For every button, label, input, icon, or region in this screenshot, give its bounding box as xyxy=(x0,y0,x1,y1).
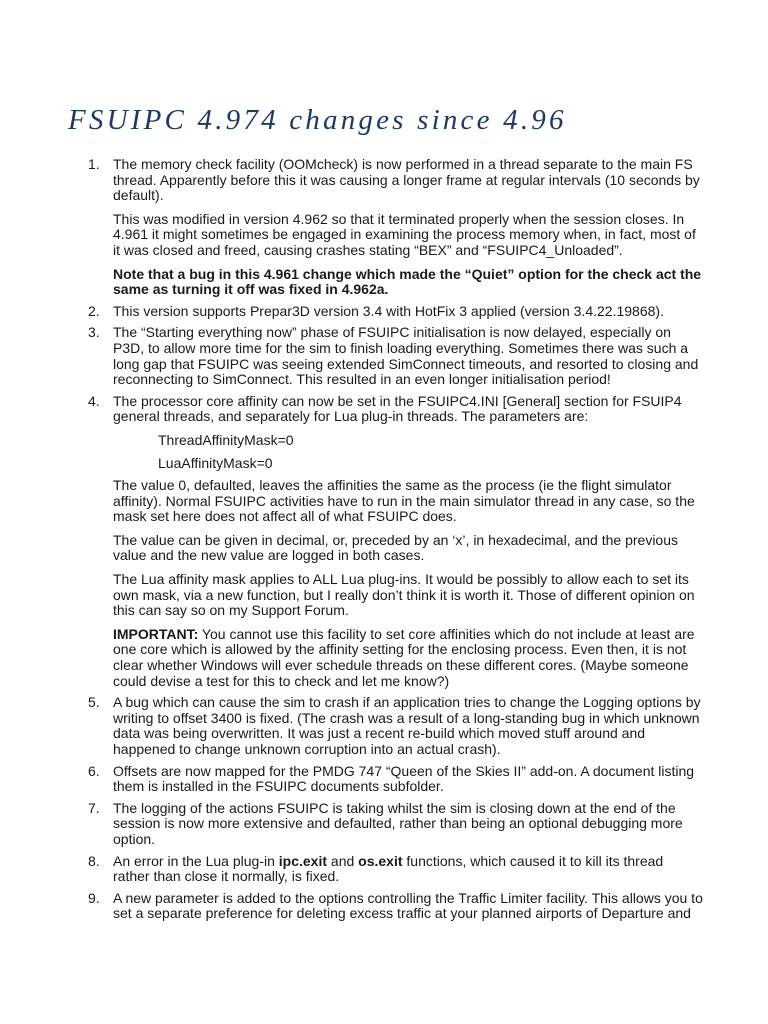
list-item xyxy=(88,854,703,885)
list-item xyxy=(88,325,703,387)
paragraph: The Lua affinity mask applies to ALL Lua plug-ins. It would be possibly to allow each to set its own mask, via a new function, but I really don’t think it is worth it. Those of different opinion on this can say so on my Support Forum. xyxy=(113,571,695,619)
list-item xyxy=(88,764,703,795)
paragraph: Offsets are now mapped for the PMDG 747 “Queen of the Skies II” add-on. A document listing them is installed in the FSUIPC documents subfolder. xyxy=(113,762,695,795)
item-number: 8. xyxy=(88,852,100,869)
text-run: functions, which caused it to kill its thread rather than close it normally, is fixed. xyxy=(113,852,664,885)
code-os-exit: os.exit xyxy=(358,852,403,869)
item-number: 1. xyxy=(88,156,100,172)
list-item xyxy=(88,801,703,848)
paragraph: The value can be given in decimal, or, preceded by an ‘x’, in hexadecimal, and the previous value and the new value are logged in both cases. xyxy=(113,531,679,564)
important-paragraph xyxy=(113,627,703,689)
important-label: IMPORTANT: xyxy=(113,625,199,642)
text-run: An error in the Lua plug-in xyxy=(113,852,279,869)
item-number: 4. xyxy=(88,392,100,409)
item-number: 5. xyxy=(88,694,100,711)
paragraph xyxy=(113,854,703,885)
paragraph: A bug which can cause the sim to crash if an application tries to change the Logging options by writing to offset 3400 is fixed. (The crash was a result of a long-standing bug in which unknown data was being overwritten. It was just a recent re-build which moved stuff around and happened to change unknown corruption into an actual crash). xyxy=(113,694,701,757)
important-text: You cannot use this facility to set core affinities which do not include at least are one core which is allowed by the affinity setting for the enclosing process. Even then, it is not clear whether Windows will ever schedule threads on these different cores. (Maybe someone could devise a test for this to check and let me know?) xyxy=(113,625,695,689)
paragraph: This version supports Prepar3D version 3.4 with HotFix 3 applied (version 3.4.22.19868). xyxy=(113,302,664,319)
list-item xyxy=(88,891,703,922)
page-title: FSUIPC 4.974 changes since 4.96 xyxy=(68,104,567,136)
list-item xyxy=(88,695,703,757)
paragraph: The processor core affinity can now be set in the FSUIPC4.INI [General] section for FSUIP4 general threads, and separately for Lua plug-in threads. The parameters are: xyxy=(113,392,682,425)
parameter-line: ThreadAffinityMask=0 xyxy=(158,431,294,448)
list-item xyxy=(88,394,703,690)
item-number: 9. xyxy=(88,889,100,906)
text-run: and xyxy=(327,852,359,869)
paragraph: The memory check facility (OOMcheck) is now performed in a thread separate to the main FS thread. Apparently before this it was causing a longer frame at regular intervals (10 seconds by default). xyxy=(113,156,700,204)
item-number: 2. xyxy=(88,302,100,319)
item-number: 6. xyxy=(88,762,100,779)
parameter-line: LuaAffinityMask=0 xyxy=(158,454,273,471)
paragraph: The value 0, defaulted, leaves the affinities the same as the process (ie the flight simulator affinity). Normal FSUIPC activities have to run in the main simulator thread in any case, so the mask set here does not affect all of what FSUIPC does. xyxy=(113,477,695,525)
paragraph: The logging of the actions FSUIPC is taking whilst the sim is closing down at the end of the session is now more extensive and defaulted, rather than being an optional debugging more option. xyxy=(113,799,683,847)
changes-list xyxy=(88,157,703,928)
bold-note: Note that a bug in this 4.961 change which made the “Quiet” option for the check act the same as turning it off was fixed in 4.962a. xyxy=(113,265,702,298)
list-item xyxy=(88,157,703,298)
paragraph: This was modified in version 4.962 so that it terminated properly when the session closes. In 4.961 it might sometimes be engaged in examining the process memory when, in fact, most of it was closed and freed, causing crashes stating “BEX” and “FSUIPC4_Unloaded”. xyxy=(113,210,696,258)
code-ipc-exit: ipc.exit xyxy=(278,852,328,869)
item-number: 7. xyxy=(88,799,100,816)
list-item xyxy=(88,304,703,320)
item-number: 3. xyxy=(88,324,100,341)
paragraph: The “Starting everything now” phase of FSUIPC initialisation is now delayed, especially on P3D, to allow more time for the sim to finish loading everything. Sometimes there was such a long gap that FSUIPC was seeing extended SimConnect timeouts, and resorted to closing and reconnecting to SimConnect. This resulted in an even longer initialisation period! xyxy=(113,324,699,388)
paragraph: A new parameter is added to the options controlling the Traffic Limiter facility. This allows you to set a separate preference for deleting excess traffic at your planned airports of Departure and xyxy=(113,889,703,922)
